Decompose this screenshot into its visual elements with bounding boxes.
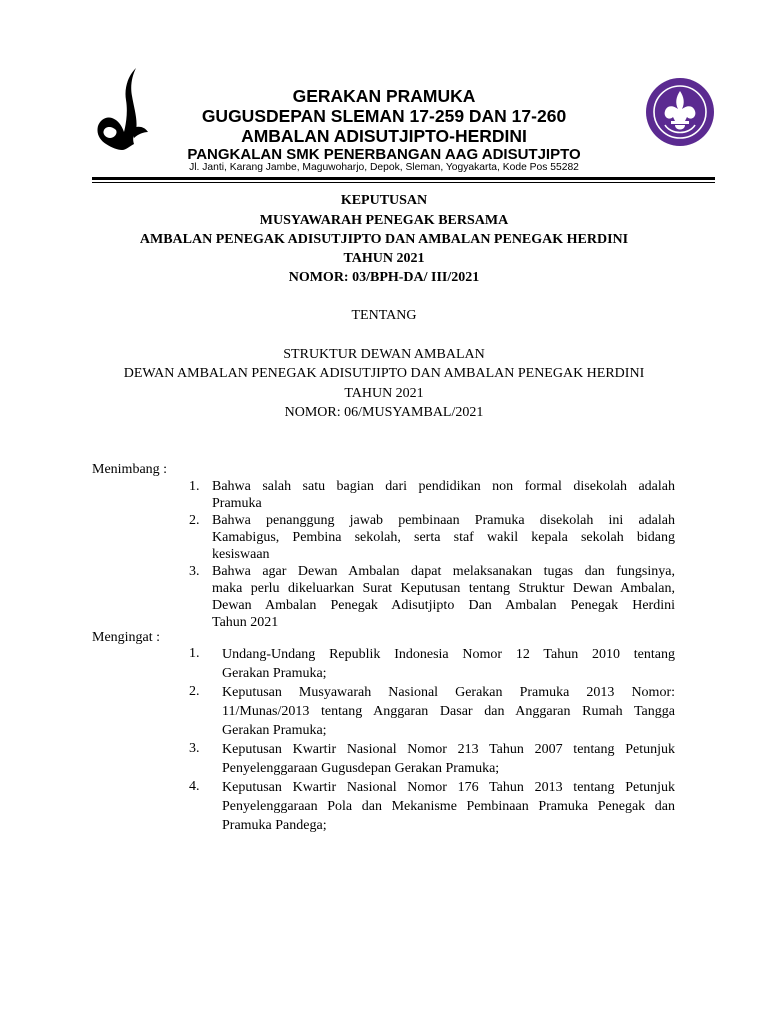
mengingat-label: Mengingat :	[92, 630, 161, 645]
menimbang-num-2: 2.	[189, 513, 200, 528]
subject-line-1: STRUKTUR DEWAN AMBALAN	[283, 347, 485, 362]
mengingat-item-4-line-3: Pramuka Pandega;	[222, 818, 327, 833]
mengingat-item-3-line-2: Penyelenggaraan Gugusdepan Gerakan Pramuka;	[222, 761, 500, 776]
title-line-4: TAHUN 2021	[343, 251, 425, 266]
menimbang-item-2	[212, 512, 675, 563]
mengingat-item-2-line-2: 11/Munas/2013 tentang Anggaran Dasar dan Anggaran Rumah Tangga	[222, 704, 675, 719]
mengingat-item-1	[222, 645, 675, 683]
mengingat-item-1-line-1: Undang-Undang Republik Indonesia Nomor 12 Tahun 2010 tentang	[222, 647, 675, 662]
title-line-1: KEPUTUSAN	[340, 193, 428, 208]
mengingat-item-4-line-1: Keputusan Kwartir Nasional Nomor 176 Tahun 2013 tentang Petunjuk	[222, 780, 675, 795]
menimbang-item-3-line-4: Tahun 2021	[212, 615, 279, 630]
mengingat-item-1-line-2: Gerakan Pramuka;	[222, 666, 327, 681]
menimbang-item-3-line-2: maka perlu dikeluarkan Surat Keputusan tentang Struktur Dewan Ambalan,	[212, 581, 675, 596]
subject-line-4: NOMOR: 06/MUSYAMBAL/2021	[284, 405, 484, 420]
menimbang-item-2-line-3: kesiswaan	[212, 547, 270, 562]
menimbang-label: Menimbang :	[92, 462, 168, 477]
header-rule	[92, 177, 715, 180]
ambalan-name: AMBALAN ADISUTJIPTO-HERDINI	[241, 126, 527, 146]
subject-line-2: DEWAN AMBALAN PENEGAK ADISUTJIPTO DAN AMBALAN PENEGAK HERDINI	[123, 366, 645, 381]
mengingat-item-2-line-1: Keputusan Musyawarah Nasional Gerakan Pramuka 2013 Nomor:	[222, 685, 675, 700]
subject-line-3: TAHUN 2021	[344, 386, 424, 401]
menimbang-item-3	[212, 563, 675, 631]
mengingat-num-2: 2.	[189, 684, 200, 699]
base-name: PANGKALAN SMK PENERBANGAN AAG ADISUTJIPTO	[187, 146, 581, 163]
menimbang-item-1-line-1: Bahwa salah satu bagian dari pendidikan non formal disekolah adalah	[212, 479, 675, 494]
mengingat-num-4: 4.	[189, 779, 200, 794]
title-line-2: MUSYAWARAH PENEGAK BERSAMA	[259, 213, 509, 228]
about-heading: TENTANG	[351, 308, 417, 323]
mengingat-num-3: 3.	[189, 741, 200, 756]
mengingat-item-3-line-1: Keputusan Kwartir Nasional Nomor 213 Tahun 2007 tentang Petunjuk	[222, 742, 675, 757]
menimbang-item-3-line-1: Bahwa agar Dewan Ambalan dapat melaksanakan tugas dan fungsinya,	[212, 564, 675, 579]
menimbang-item-2-line-1: Bahwa penanggung jawab pembinaan Pramuka disekolah ini adalah	[212, 513, 675, 528]
menimbang-item-3-line-3: Dewan Ambalan Penegak Adisutjipto Dan Ambalan Penegak Herdini	[212, 598, 675, 613]
address-line: Jl. Janti, Karang Jambe, Maguwoharjo, Depok, Sleman, Yogyakarta, Kode Pos 55282	[189, 162, 579, 173]
mengingat-item-4	[222, 778, 675, 835]
mengingat-item-2-line-3: Gerakan Pramuka;	[222, 723, 327, 738]
title-line-3: AMBALAN PENEGAK ADISUTJIPTO DAN AMBALAN PENEGAK HERDINI	[139, 232, 629, 247]
menimbang-item-2-line-2: Kamabigus, Pembina sekolah, serta staf wakil kepala sekolah bidang	[212, 530, 675, 545]
menimbang-num-3: 3.	[189, 564, 200, 579]
gudep-name: GUGUSDEPAN SLEMAN 17-259 DAN 17-260	[201, 106, 567, 126]
mengingat-item-2	[222, 683, 675, 740]
header-rule-thin	[92, 182, 715, 183]
mengingat-num-1: 1.	[189, 646, 200, 661]
menimbang-num-1: 1.	[189, 479, 200, 494]
menimbang-item-1	[212, 478, 675, 512]
menimbang-item-1-line-2: Pramuka	[212, 496, 262, 511]
mengingat-item-4-line-2: Penyelenggaraan Pola dan Mekanisme Pembinaan Pramuka Penegak dan	[222, 799, 675, 814]
title-line-5: NOMOR: 03/BPH-DA/ III/2021	[288, 270, 480, 285]
mengingat-item-3	[222, 740, 675, 778]
org-name: GERAKAN PRAMUKA	[292, 86, 476, 106]
